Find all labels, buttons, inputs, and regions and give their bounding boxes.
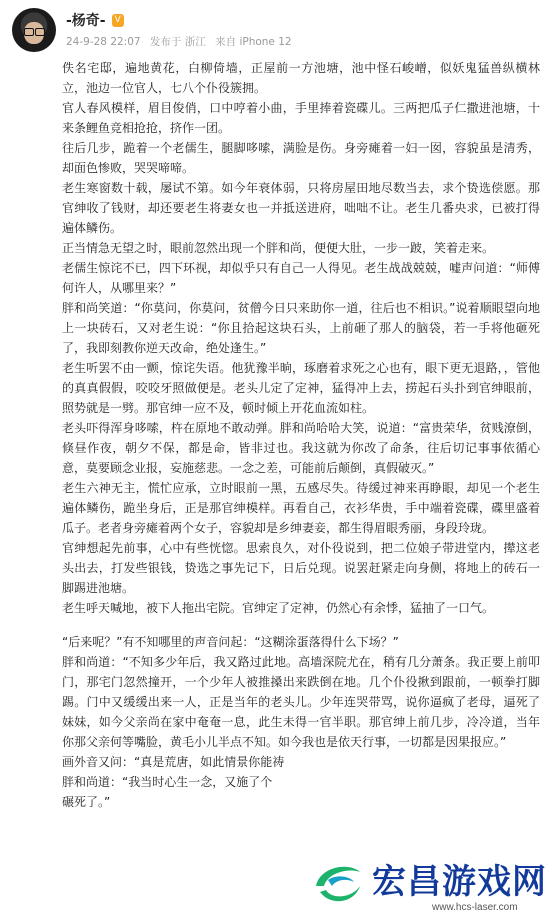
paragraph: 佚名宅邸，遍地黄花，白柳倚墙，正屋前一方池塘，池中怪石峻嶒，似妖鬼猛兽纵横林立，池边一位官人，七八个仆役簇拥。 xyxy=(62,61,540,95)
site-watermark xyxy=(300,848,550,920)
glasses-icon xyxy=(35,28,45,36)
post-header xyxy=(12,6,538,54)
author-row xyxy=(66,10,124,30)
post-location: 发布于 浙江 xyxy=(149,36,206,48)
glasses-icon xyxy=(24,28,34,36)
vip-badge-icon: V xyxy=(112,14,124,27)
paragraph: 老生呼天喊地，被下人拖出宅院。官绅定了定神，仍然心有余悸，猛抽了一口气。 xyxy=(62,601,495,615)
watermark-title: 宏昌游戏网 xyxy=(372,862,547,902)
paragraph: 老儒生惊诧不已，四下环视，却似乎只有自己一人得见。老生战战兢兢，嘘声问道：“师傅何许人，从哪里来？” xyxy=(62,261,540,295)
avatar[interactable] xyxy=(12,8,56,52)
paragraph: 胖和尚笑道：“你莫问，你莫问，贫僧今日只来助你一道，往后也不相识。”说着顺眼望向地上一块砖石，又对老生说：“你且拾起这块石头，上前砸了那人的脑袋，若一手将他砸死了，我即刻教你逆天改命，绝处逢生。” xyxy=(62,301,540,355)
paragraph: 官绅想起先前事，心中有些恍惚。思索良久，对仆役说到，把二位娘子带进堂内，撵这老头出去，打发些银钱，贽选之事先记下，日后兑现。说罢赶紧走向身侧，将地上的砖石一脚踢进池塘。 xyxy=(62,541,540,595)
post-meta xyxy=(66,34,298,49)
paragraph: 胖和尚道：“我当时心生一念，又施了个 xyxy=(62,775,273,789)
paragraph: 老生六神无主，慌忙应承，立时眼前一黑，五感尽失。待缓过神来再睁眼，却见一个老生遍体鳞伤，跪坐身后，正是那官绅模样。再看自己，衣衫华贵，手中端着瓷碟，碟里盛着瓜子。老者身旁瘫着两个女子，容貌却是乡绅妻妾，都生得眉眼秀丽，身段玲珑。 xyxy=(62,481,540,535)
paragraph: 老生听罢不由一颤，惊诧失语。他犹豫半晌，琢磨着求死之心也有，眼下更无退路，，管他的真真假假，咬咬牙照做便是。老头儿定了定神，猛得冲上去，捞起石头扑到官绅眼前，照势就是一劈。那官绅一应不及，顿时倾上开花血流如柱。 xyxy=(62,361,540,415)
paragraph: 画外音又问：“真是荒唐，如此情景你能祷 xyxy=(62,755,285,769)
paragraph: 老生寒窗数十载，屡试不第。如今年衰体弱，只将房屋田地尽数当去，求个贽选偿愿。那官绅收了钱财，却还要老生将妻女也一并抵送进府，咄咄不让。老生几番央求，已被打得遍体鳞伤。 xyxy=(62,181,540,235)
author-name[interactable]: -杨奇- xyxy=(66,13,106,29)
watermark-logo-icon xyxy=(310,856,366,912)
paragraph: 老头吓得浑身哆嗦，杵在原地不敢动弹。胖和尚哈哈大笑，说道：“富贵荣华，贫贱潦倒，倏昼作夜，朝夕不保，都是命，皆非过也。我这就为你改了命条，往后切记事事依循心意，莫要顾念业报，妄施慈悲。一念之差，可能前后颠倒，真假破灭。” xyxy=(62,421,540,475)
post-time: 24-9-28 22:07 xyxy=(66,36,141,48)
paragraph: 官人春风模样，眉目俊俏，口中哼着小曲，手里捧着瓷碟儿。三两把瓜子仁撒进池塘，十来条鲤鱼竞相抢抢，挤作一团。 xyxy=(62,101,540,135)
paragraph: 胖和尚道：“不知多少年后，我又路过此地。高墙深院尤在，稍有几分萧条。我正要上前叩门，那宅门忽然撞开，一个少年人被推搡出来跌倒在地。几个仆役揪到跟前，一顿拳打脚踢。门中又缓缓出来一人，正是当年的老头儿。少年连哭带骂，说你逼疯了老母，逼死了妹妹，如今父亲尚在家中奄奄一息，此生未得一官半职。那官绅上前几步，冷冷道，当年你那父亲何等嘴脸，黄毛小儿半点不知。如今我也是依天行事，一切都是因果报应。” xyxy=(62,655,540,749)
paragraph: “后来呢？”有不知哪里的声音问起：“这糊涂蛋落得什么下场？” xyxy=(62,635,399,649)
post-device: 来自 iPhone 12 xyxy=(215,36,292,48)
paragraph: 往后几步，跪着一个老儒生，腿脚哆嗦，满脸是伤。身旁瘫着一妇一囡，容貌虽是清秀，却面色惨败，哭哭啼啼。 xyxy=(62,141,540,175)
paragraph: 碾死了。” xyxy=(62,795,111,809)
watermark-url: www.hcs-laser.com xyxy=(432,902,518,913)
post-body xyxy=(62,58,540,812)
paragraph: 正当情急无望之时，眼前忽然出现一个胖和尚，便便大肚，一步一跛，笑着走来。 xyxy=(62,241,495,255)
